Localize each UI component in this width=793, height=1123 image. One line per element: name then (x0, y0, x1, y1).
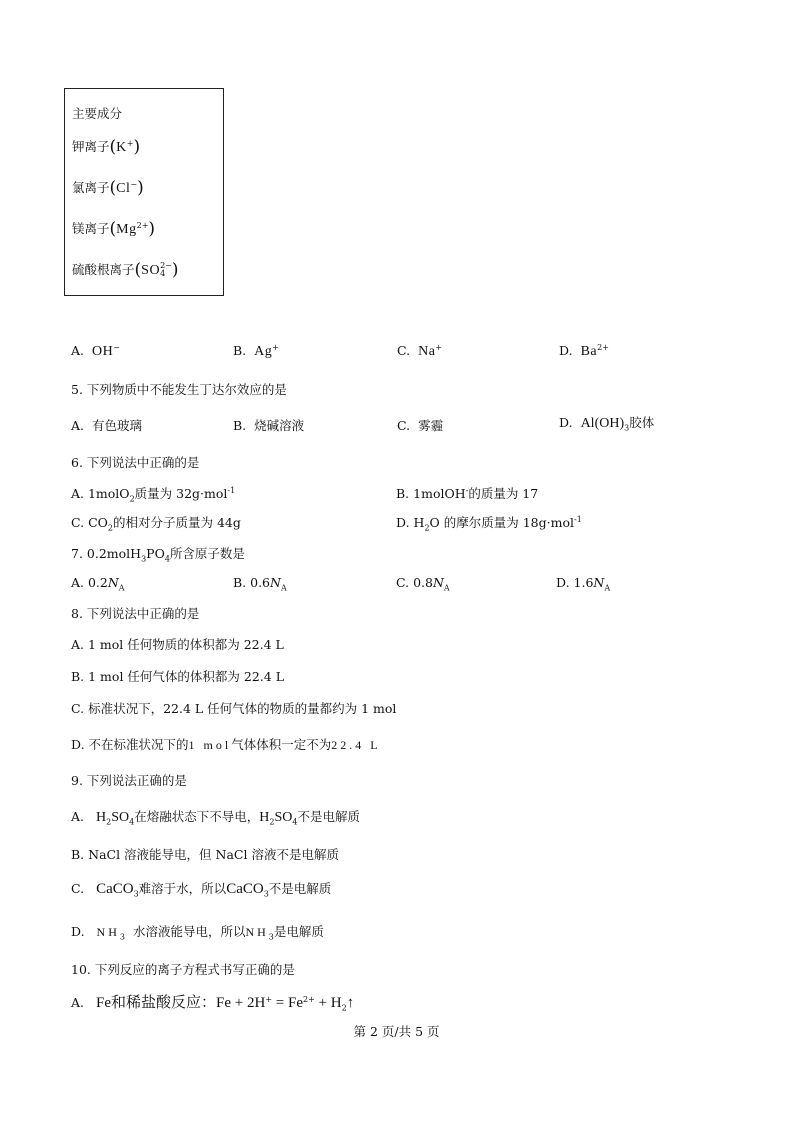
gas-arrow-icon: ↑ (346, 995, 355, 1011)
q7-stem: 7. $0.2molH_3PO_4$所含原子数是 (71, 546, 245, 564)
q9-option-c: C. CaCO$_3$难溶于水，所以CaCO$_3$不是电解质 (71, 881, 332, 899)
q8-option-d: D. 不在标准状况下的1 mol气体体积一定不为22.4 L (71, 737, 381, 752)
table-row-magnesium: 镁离子$(Mg^{2+})$ (72, 219, 156, 239)
table-title: 主要成分 (72, 106, 123, 121)
q4-option-c: C. Na+ (397, 342, 443, 359)
q6-option-b: B. 1molOH-的质量为 17 (396, 485, 539, 501)
q10-option-a: A. Fe和稀盐酸反应：$Fe + 2H^+ = Fe^{2+}$ + $H_2↑$ (71, 994, 355, 1013)
q7-option-a: A. $0.2N_A$ (71, 575, 125, 593)
q6-option-d: D. $H_2O$ 的摩尔质量为 18g·mol$^{-1}$ (396, 514, 582, 533)
q4-option-d: D. $Ba^{2+}$ (559, 342, 609, 359)
q5-option-d: D. $Al(OH)_3$胶体 (559, 415, 655, 433)
q5-stem: 5. 下列物质中不能发生丁达尔效应的是 (71, 382, 287, 397)
q6-option-a: A. 1molO$_2$质量为 32g·mol$^{-1}$ (71, 485, 236, 504)
q9-option-d: D. $NH_3$ 水溶液能导电，所以$NH_3$是电解质 (71, 924, 324, 942)
table-row-potassium: 钾离子(K+) (72, 137, 141, 157)
q7-option-b: B. $0.6N_A$ (233, 575, 287, 593)
q4-option-b: B. Ag+ (233, 342, 279, 359)
q5-option-c: C. 雾霾 (397, 418, 444, 433)
q8-stem: 8. 下列说法中正确的是 (71, 606, 200, 621)
q5-option-a: A. 有色玻璃 (71, 418, 143, 433)
q9-option-b: B. NaCl 溶液能导电，但 NaCl 溶液不是电解质 (71, 847, 339, 862)
q7-option-d: D. $1.6N_A$ (556, 575, 611, 593)
q8-option-a: A. 1 mol 任何物质的体积都为 22.4 L (71, 637, 284, 652)
q9-option-a: A. $H_2SO_4$在熔融状态下不导电，$H_2SO_4$不是电解质 (71, 809, 360, 827)
q6-stem: 6. 下列说法中正确的是 (71, 455, 200, 470)
table-row-sulfate: 硫酸根离子(SO2− 4 ) (72, 260, 179, 280)
q4-option-a: A. OH− (71, 342, 120, 359)
q8-option-c: C. 标准状况下，22.4 L 任何气体的物质的量都约为 1 mol (71, 701, 397, 716)
table-row-chloride: 氯离子(Cl−) (72, 178, 144, 198)
page-footer: 第 2 页/共 5 页 (353, 1024, 440, 1039)
ion-composition-box (64, 88, 224, 296)
q9-stem: 9. 下列说法正确的是 (71, 773, 187, 788)
q5-option-b: B. 烧碱溶液 (233, 418, 305, 433)
q8-option-b: B. 1 mol 任何气体的体积都为 22.4 L (71, 669, 284, 684)
q10-stem: 10. 下列反应的离子方程式书写正确的是 (71, 962, 295, 977)
q6-option-c: C. $CO_2$的相对分子质量为 44g (71, 515, 241, 533)
q7-option-c: C. $0.8N_A$ (396, 575, 450, 593)
